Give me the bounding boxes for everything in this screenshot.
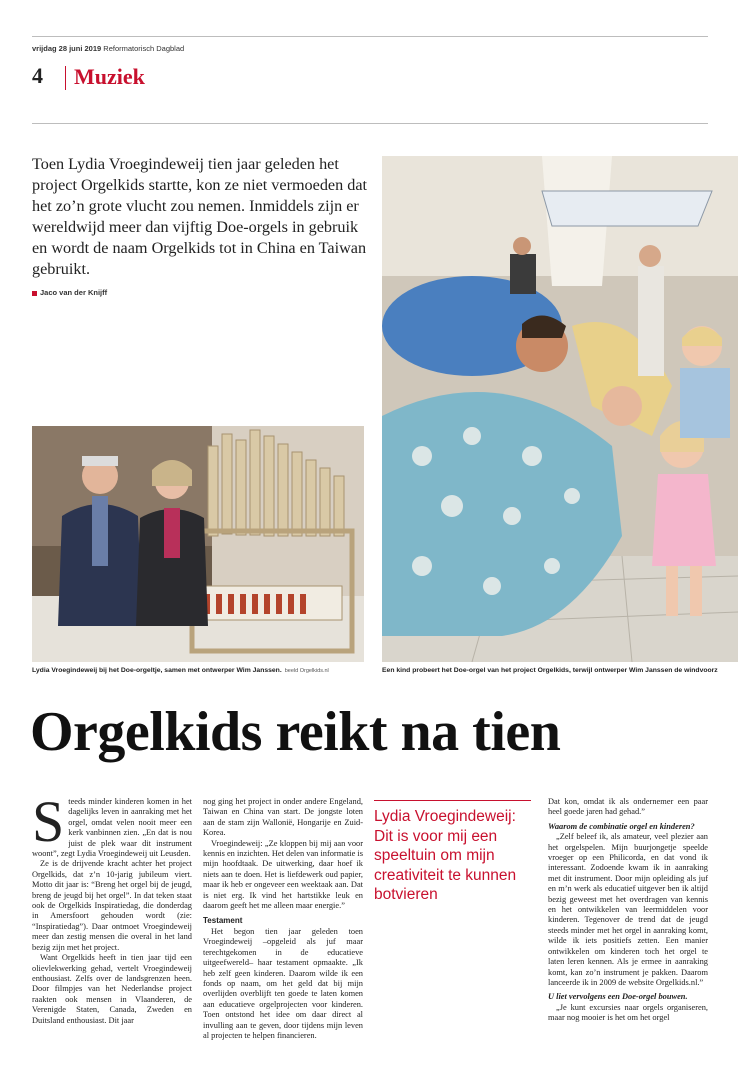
pull-quote: Lydia Vroegindeweij: Dit is voor mij een speeltuin om mijn creativiteit te kunnen botvieren [374, 800, 531, 905]
subheading-testament: Testament [203, 916, 243, 926]
answer-1: „Zelf beleef ik, als amateur, veel plezier aan het orgelspelen. Mijn buurjongetje speelde vroeger op een Philicorda, en dat vond ik interessant. Zodoende kwam ik in aanraking met dit instrument. Door mijn opleiding als juf en m’n werk als educatief uitgever ben ik altijd bezig geweest met het overdragen van kennis en het ontwikkelen van leermiddelen voor kinderen. Tegenover de trend dat de jeugd steeds minder met het orgel in aanraking komt, wilde ik iets positiefs zetten. Een manier ontwikkelen om kinderen toch het orgel te laten leren kennen. Als je ermee in aanraking komt, kan zo’n instrument je pakken. Daarom lanceerde ik in 2009 de website Orgelkids.nl.” [548, 832, 708, 987]
intro-paragraph: Toen Lydia Vroegindeweij tien jaar geleden het project Orgelkids startte, kon ze niet vermoeden dat het zo’n grote vlucht zou nemen. Inmiddels zijn er wereldwijd meer dan vijftig Doe-orgels in gebruik en wordt de naam Orgelkids tot in China en Taiwan gebruikt. [32, 155, 368, 278]
top-rule [32, 36, 708, 37]
paper-name: Reformatorisch Dagblad [103, 44, 185, 53]
caption-right-text: Een kind probeert het Doe-orgel van het project Orgelkids, terwijl ontwerper Wim Janssen de windvoorz [382, 667, 718, 674]
paragraph-2: Ze is de drijvende kracht achter het project Orgelkids, dat z’n 10-jarig jubileum viert. Motto dit jaar is: “Breng het orgel bij de jeugd, breng de jeugd bij het orgel”. In dat teken staat ook de Orgelkids Inspiratiedag, die donderdag in Amersfoort gehouden wordt (zie: “Inspiratiedag”). Daar ontmoet Vroegindeweij meer dan zestig mensen die overal in het land bezig zijn met het project. [32, 859, 192, 952]
photo-designer-and-organ [32, 426, 364, 662]
body-column-4 [548, 797, 708, 1024]
body-column-1 [32, 789, 192, 1026]
caption-left [32, 667, 372, 674]
caption-right [382, 667, 738, 674]
page-number: 4 [32, 63, 43, 88]
paragraph-5: Vroegindeweij: „Ze kloppen bij mij aan voor kennis en inzichten. Het delen van informatie is mijn hoofdtaak. De uitwerking, daar hoef ik niets aan te doen. Het is liefdewerk oud papier, maar ik heb er ongeveer een weektaak aan. Dat is niet erg. Ik vind het hartstikke leuk en daarom geeft het me alleen maar energie.” [203, 838, 364, 911]
issue-date: vrijdag 28 juni 2019 [32, 44, 102, 53]
caption-left-credit: beeld Orgelkids.nl [284, 668, 329, 674]
headline: Orgelkids reikt na tien [30, 701, 561, 763]
question-1: Waarom de combinatie orgel en kinderen? [548, 821, 695, 831]
question-2: U liet vervolgens een Doe-orgel bouwen. [548, 992, 688, 1002]
photo-left-illustration [32, 426, 364, 662]
dropcap: S [32, 789, 65, 854]
section-title: Muziek [74, 64, 145, 89]
answer-2: „Je kunt excursies naar orgels organiseren, maar nog mooier is het om het orgel [548, 1002, 708, 1023]
paragraph-1 [32, 789, 192, 859]
paragraph-6: Het begon tien jaar geleden toen Vroegindeweij –opgeleid als juf maar terechtgekomen in de educatieve uitgeefwereld– haar testament opmaakte. „Ik heb zelf geen kinderen. Daarom wilde ik een fonds op naam, om het geld dat bij mijn overlijden overblijft ten goede te laten komen aan educatieve orgelprojecten voor kinderen. Toen ontstond het idee om daar direct al invulling aan te geven, door tijdens mijn leven al projecten te helpen financieren. [203, 926, 363, 1040]
dateline [32, 44, 184, 53]
section-divider [65, 66, 66, 90]
photo-child-playing [382, 156, 738, 662]
byline [32, 288, 107, 297]
paragraph-3: Want Orgelkids heeft in tien jaar tijd een olievlekwerking gehad, vertelt Vroegindeweij enthousiast. Zelfs over de landsgrenzen heen. Door filmpjes van het Nederlandse project raakten ook mensen in Vlaanderen, de Verenigde Staten, Canada, Zweden en Duitsland enthousiast. Dit jaar [32, 953, 192, 1025]
photo-right-illustration [382, 156, 738, 662]
body-column-2 [203, 797, 363, 1041]
byline-marker [32, 291, 37, 296]
byline-author: Jaco van der Knijff [40, 288, 108, 297]
header-rule [32, 123, 708, 124]
caption-left-text: Lydia Vroegindeweij bij het Doe-orgeltje, samen met ontwerper Wim Janssen. [32, 667, 282, 674]
paragraph-1-text: teeds minder kinderen komen in het dagelijks leven in aanraking met het orgel, omdat velen nooit meer een kerk vanbinnen zien. „En dat is nou juist de plek waar dit instrument woont”, zegt Lydia Vroegindeweij uit Leusden. [32, 797, 192, 859]
paragraph-4: nog ging het project in onder andere Engeland, Taiwan en China van start. De jongste loten aan de stam zijn Wallonië, Hongarije en Zuid-Korea. [203, 797, 363, 838]
paragraph-7: Dat kon, omdat ik als ondernemer een paar heel goede jaren had gehad.” [548, 797, 708, 817]
